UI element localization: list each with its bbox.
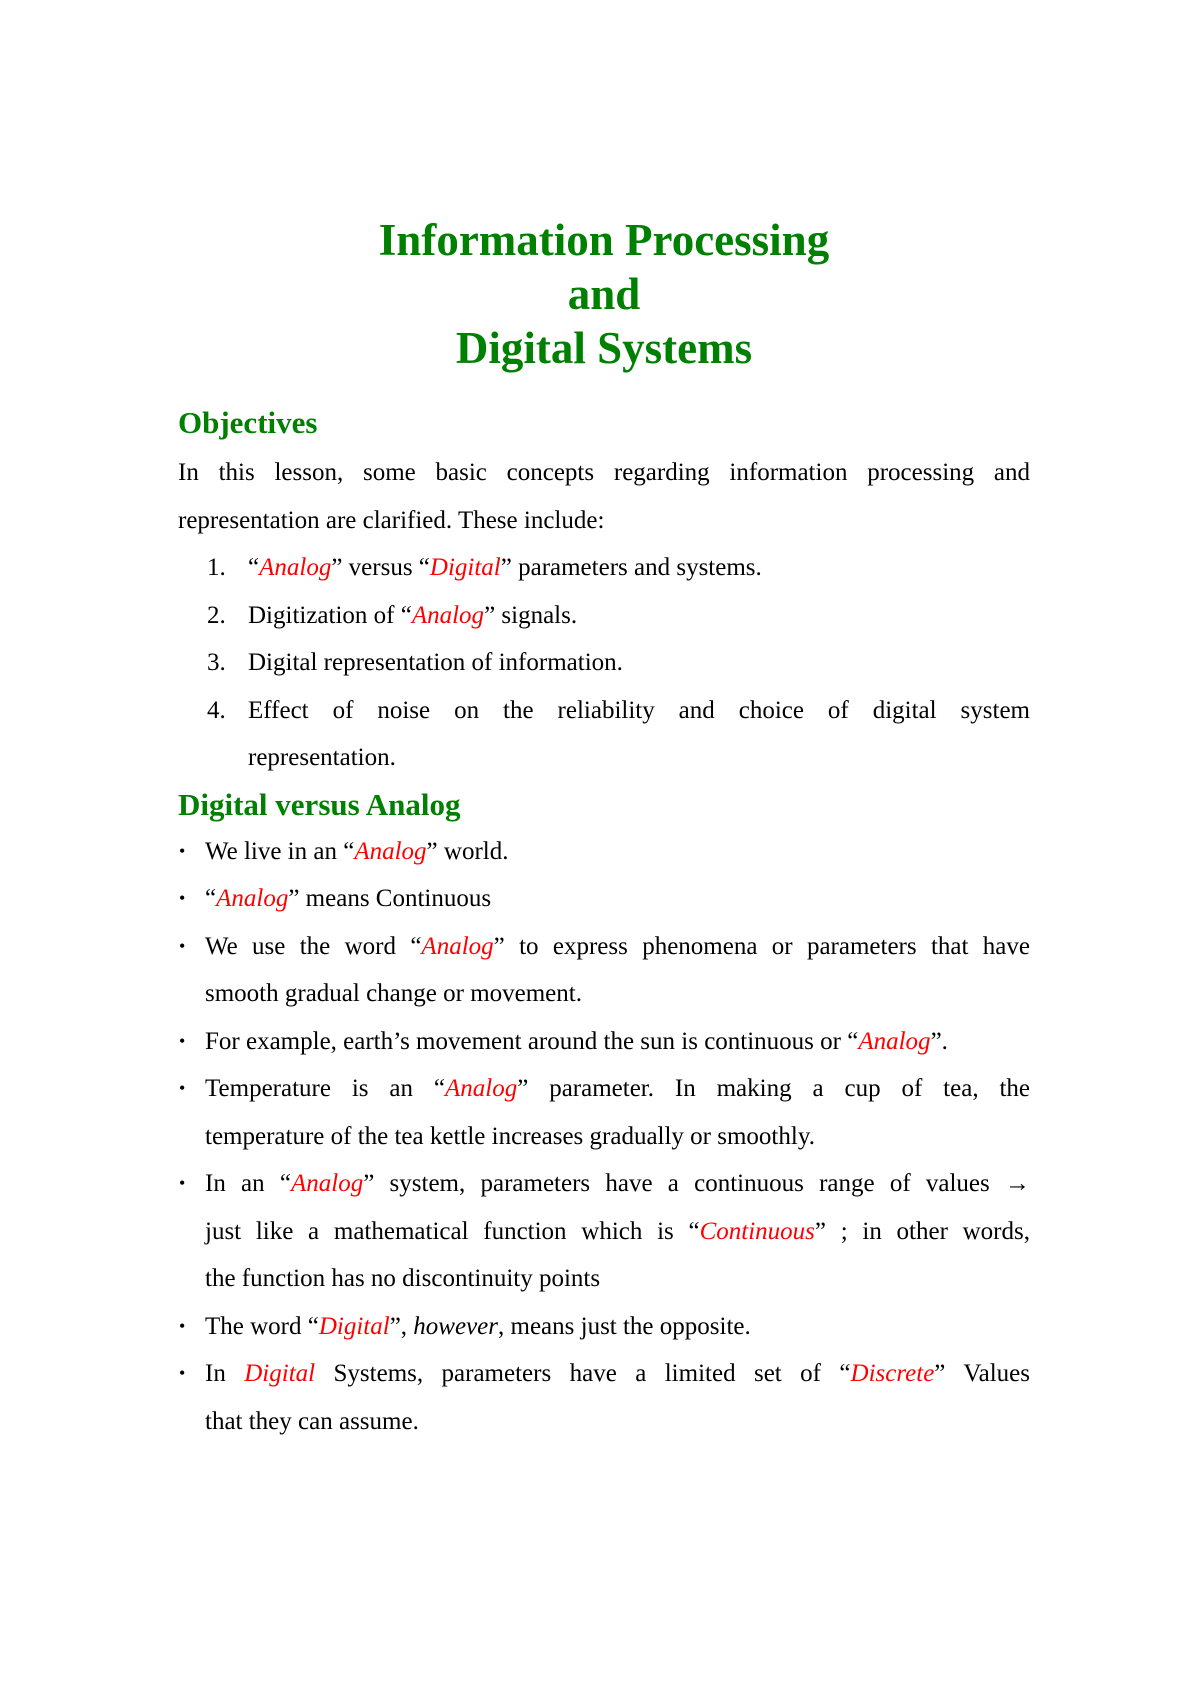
text: Effect of noise on the reliability and choice of digital system [248,696,1030,724]
text: ” means Continuous [288,885,492,912]
text: ” Values [934,1360,1031,1387]
text: For example, earth’s movement around the sun is continuous or “ [205,1027,859,1055]
list-number: 2. [207,601,226,629]
objectives-list [178,544,1030,782]
emphasis-discrete: Discrete [850,1360,935,1387]
list-item [178,544,1030,592]
emphasis-analog: Analog [216,885,289,912]
emphasis-analog: Analog [411,601,485,629]
title-line-1: Information Processing [378,215,830,265]
list-item [178,828,1030,876]
bullet-icon: • [179,1030,186,1051]
title-line-3: Digital Systems [455,323,753,373]
digital-versus-analog-heading: Digital versus Analog [178,786,461,822]
document-page [178,0,1030,1445]
text: Digital representation of information. [248,649,623,676]
text: In an “ [205,1170,291,1197]
emphasis-analog: Analog [858,1027,931,1055]
text-line [205,923,1030,971]
emphasis-continuous: Continuous [699,1217,815,1245]
text: smooth gradual change or movement. [205,980,582,1007]
text: Temperature is an “ [205,1075,445,1102]
text: ” ; in other words, [814,1217,1030,1245]
list-item [178,923,1030,1018]
bullet-icon: • [179,1315,186,1336]
text: ” system, parameters have a continuous range of values → [363,1170,1030,1197]
text: ” parameter. In making a cup of tea, the [517,1075,1030,1102]
list-item [178,875,1030,923]
text-line [205,1208,1030,1256]
text: ” world. [426,837,509,865]
list-number: 4. [207,696,226,724]
analog-bullet-list [178,828,1030,1446]
text: temperature of the tea kettle increases gradually or smoothly. [205,1122,815,1150]
text-line [205,1160,1030,1208]
italic-however: however [413,1312,498,1340]
text: We live in an “ [205,837,355,865]
list-item [178,1018,1030,1066]
list-item [178,1160,1030,1303]
list-number: 1. [207,554,226,581]
list-item [178,687,1030,782]
emphasis-digital: Digital [429,554,501,581]
title-line-2: and [567,269,641,319]
objectives-heading: Objectives [178,405,318,440]
bullet-icon: • [179,1363,186,1383]
emphasis-analog: Analog [259,554,332,581]
list-item [178,592,1030,640]
text: The word “ [205,1312,319,1340]
text: the function has no discontinuity points [205,1265,601,1292]
text: Digitization of “ [248,601,412,629]
text: ” versus “ [331,554,430,581]
text-line [205,1350,1030,1398]
emphasis-analog: Analog [421,932,494,960]
text: that they can assume. [205,1407,419,1435]
text-line [205,1065,1030,1113]
bullet-icon: • [179,1173,186,1193]
text: ” signals. [484,601,578,629]
emphasis-analog: Analog [354,837,427,865]
bullet-icon: • [179,888,186,908]
text: ” parameters and systems. [500,554,762,581]
text: In [205,1360,245,1387]
list-item [178,1350,1030,1445]
emphasis-digital: Digital [244,1360,316,1387]
intro-line-2: representation are clarified. These include: [178,506,605,534]
intro-line-1: In this lesson, some basic concepts regarding information processing and [178,459,1030,486]
text: ”, [389,1312,414,1340]
text: Systems, parameters have a limited set of “ [315,1360,851,1387]
list-number: 3. [207,649,226,676]
text: We use the word “ [205,932,422,960]
text: “ [205,885,217,912]
emphasis-analog: Analog [445,1075,518,1102]
emphasis-analog: Analog [291,1170,364,1197]
text: ”. [930,1027,948,1055]
bullet-icon: • [179,935,186,956]
objectives-intro [178,449,1030,544]
text: ” to express phenomena or parameters that have [493,932,1030,960]
text: “ [248,554,260,581]
emphasis-digital: Digital [318,1312,390,1340]
list-item [178,1065,1030,1160]
text: representation. [248,744,396,771]
document-title [178,0,1030,375]
bullet-icon: • [179,840,186,861]
list-item [178,1303,1030,1351]
bullet-icon: • [179,1078,186,1098]
list-item [178,639,1030,687]
text: just like a mathematical function which is “ [205,1217,700,1245]
text: , means just the opposite. [498,1312,751,1340]
